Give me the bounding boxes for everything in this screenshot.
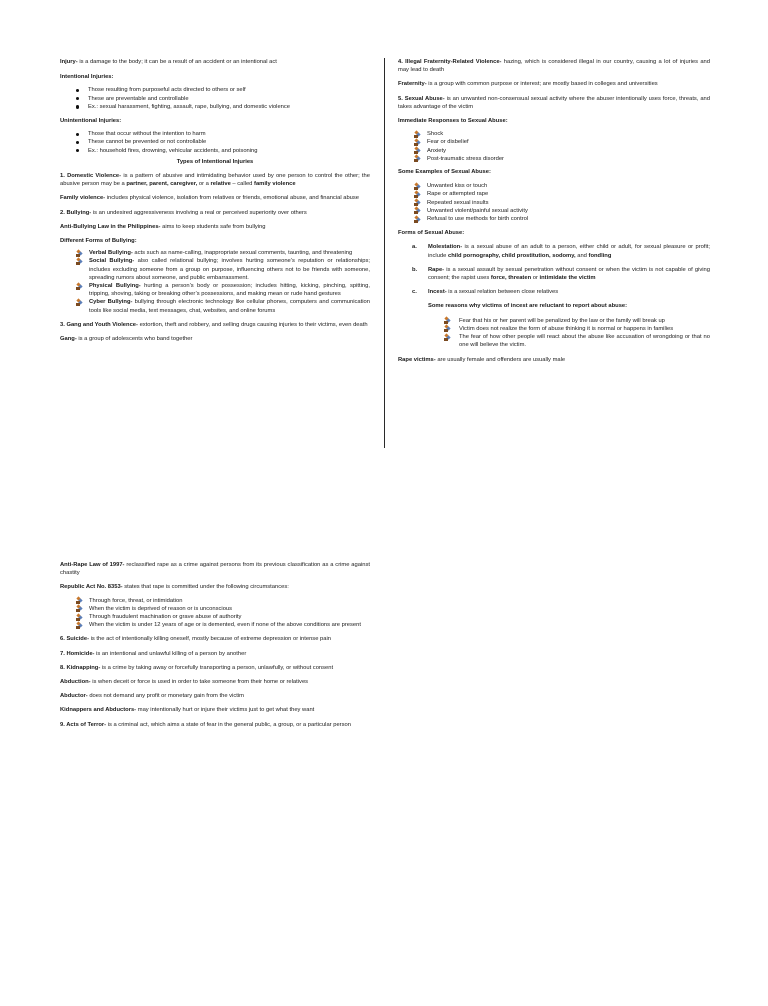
intentional-injuries-list	[60, 86, 370, 111]
sexual-abuse: 5. Sexual Abuse- is an unwanted non-consensual sexual activity where the abuser intentionally uses force, threats, and takes advantage of the victim	[398, 95, 710, 110]
bullet-icon	[76, 299, 83, 306]
right-column	[398, 58, 710, 365]
list-item: Post-traumatic stress disorder	[398, 155, 710, 163]
bullet-icon	[414, 139, 421, 146]
list-item: Repeated sexual insults	[398, 199, 710, 207]
bullet-icon	[414, 131, 421, 138]
bullet-icon	[414, 191, 421, 198]
list-item: When the victim is under 12 years of age or is demented, even if none of the above conditions are present	[60, 621, 370, 629]
bullet-icon	[76, 258, 83, 265]
anti-rape-law: Anti-Rape Law of 1997- reclassified rape as a crime against persons from its previous classification as a crime against chastity	[60, 562, 371, 577]
left-column-top	[60, 58, 370, 343]
bullet-icon	[414, 155, 421, 162]
unintentional-injuries-heading: Unintentional Injuries:	[60, 118, 122, 125]
forms-list	[398, 243, 710, 296]
bullet-icon	[76, 622, 83, 629]
list-item: Anxiety	[398, 147, 710, 155]
column-divider	[384, 58, 385, 448]
abduction: Abduction- is when deceit or force is used in order to take someone from their home or relatives	[60, 679, 309, 686]
bullying-forms-heading: Different Forms of Bullying:	[60, 238, 137, 245]
bullet-icon	[414, 199, 421, 206]
list-item: These cannot be prevented or not controllable	[60, 138, 370, 146]
bullet-icon	[444, 325, 451, 332]
gang-youth-violence: 3. Gang and Youth Violence- extortion, theft and robbery, and selling drugs causing injuries to their victims, even death	[60, 321, 368, 328]
list-item: Cyber Bullying- bullying through electronic technology like cellular phones, computers and communication tools like social media, text messages, chat, websites, and online forums	[60, 298, 370, 314]
bullet-icon	[76, 597, 83, 604]
list-item: Fear that his or her parent will be penalized by the law or the family will break up	[398, 317, 710, 325]
domestic-violence: 1. Domestic Violence- is a pattern of abusive and intimidating behavior used by one person to control the other; the abusive person may be a partner, parent, caregiver, or a relative – called family violence	[60, 173, 370, 188]
list-item: When the victim is deprived of reason or is unconscious	[60, 605, 370, 613]
fraternity-definition: Fraternity- is a group with common purpose or interest; are mostly based in colleges and universities	[398, 81, 658, 88]
list-item: Victim does not realize the form of abuse thinking it is normal or happens in families	[398, 325, 710, 333]
bullet-icon	[76, 283, 83, 290]
bullet-icon	[414, 216, 421, 223]
list-item: Social Bullying- also called relational bullying; involves hurting someone’s reputation or relationships; includes excluding someone from a group on purpose, influencing others not to be friends with someone, spreading rumors about someone, and public embarrassment.	[60, 257, 370, 282]
list-item: a. Molestation- is a sexual abuse of an adult to a person, either child or adult, for sexual pleasure or profit; include child pornography, child prostitution, sodomy, and fondling	[412, 244, 710, 259]
bullet-icon	[76, 614, 83, 621]
kidnapping: 8. Kidnapping- is a crime by taking away or forcefully transporting a person, unlawfully, or without consent	[60, 664, 334, 671]
types-heading: Types of Intentional Injuries	[176, 158, 254, 165]
injury-definition: Injury- is a damage to the body; it can be a result of an accident or an intentional act	[60, 59, 277, 65]
suicide: 6. Suicide- is the act of intentionally killing oneself, mostly because of extreme depression or intense pain	[60, 636, 331, 643]
bullet-icon	[444, 317, 451, 324]
list-item: Unwanted kiss or touch	[398, 182, 710, 190]
list-item: Physical Bullying- hurting a person’s body or possession; includes hitting, kicking, pinching, spitting, tripping, shoving, taking or breaking other’s possessions, and making mean or rude hand gestures	[60, 282, 370, 298]
bullet-icon	[414, 207, 421, 214]
list-item: c. Incest- is a sexual relation between close relatives	[412, 289, 559, 296]
bullet-icon	[414, 147, 421, 154]
republic-act-8353: Republic Act No. 8353- states that rape is committed under the following circumstances:	[60, 584, 289, 591]
list-item: Ex.: household fires, drowning, vehicular accidents, and poisoning	[60, 147, 370, 155]
unintentional-injuries-list	[60, 130, 370, 155]
list-item: Verbal Bullying- acts such as name-calling, inappropriate sexual comments, taunting, and threatening	[60, 249, 370, 257]
responses-heading: Immediate Responses to Sexual Abuse:	[398, 118, 508, 125]
term: Injury-	[60, 59, 78, 65]
anti-bullying-law: Anti-Bullying Law in the Philippines- aims to keep students safe from bullying	[60, 223, 266, 230]
family-violence: Family violence- includes physical violence, isolation from relatives or friends, emotional abuse, and financial abuse	[60, 195, 360, 202]
bullying-forms-list	[60, 249, 370, 315]
list-item: Refusal to use methods for birth control	[398, 215, 710, 223]
list-item: The fear of how other people will react about the abuse like accusation of wrongdoing or that no one will believe the victim.	[398, 333, 710, 349]
homicide: 7. Homicide- is an intentional and unlawful killing of a person by another	[60, 650, 247, 657]
list-item: Unwanted violent/painful sexual activity	[398, 207, 710, 215]
examples-heading: Some Examples of Sexual Abuse:	[398, 169, 491, 176]
fraternity-violence: 4. Illegal Fraternity-Related Violence- hazing, which is considered illegal in our country, causing a lot of injuries and may lead to death	[398, 59, 710, 74]
list-item: Those that occur without the intention to harm	[60, 130, 370, 138]
list-item: Fear or disbelief	[398, 138, 710, 146]
list-item: Through force, threat, or intimidation	[60, 597, 370, 605]
list-item: b. Rape- is a sexual assault by sexual penetration without consent or when the victim is not capable of giving consent; the rapist uses force, threaten or intimidate the victim	[412, 266, 710, 282]
circumstances-list	[60, 597, 370, 630]
examples-list	[398, 182, 710, 223]
intentional-injuries-heading: Intentional Injuries:	[60, 74, 114, 81]
reasons-heading: Some reasons why victims of incest are reluctant to report about abuse:	[428, 303, 628, 310]
list-item: Through fraudulent machination or grave abuse of authority	[60, 613, 370, 621]
forms-heading: Forms of Sexual Abuse:	[398, 230, 465, 237]
bullet-icon	[76, 605, 83, 612]
list-item: Rape or attempted rape	[398, 190, 710, 198]
bullet-icon	[76, 250, 83, 257]
gang-definition: Gang- is a group of adolescents who band together	[60, 336, 193, 343]
bullet-icon	[414, 183, 421, 190]
list-item: These are preventable and controllable	[60, 95, 370, 103]
list-item: Those resulting from purposeful acts directed to others or self	[60, 86, 370, 94]
abductor: Abductor- does not demand any profit or monetary gain from the victim	[60, 693, 244, 700]
kidnappers-abductors: Kidnappers and Abductors- may intentionally hurt or injure their victims just to get what they want	[60, 707, 315, 714]
bullying: 2. Bullying- is an undesired aggressiveness involving a real or perceived superiority over others	[60, 209, 307, 216]
bullet-icon	[444, 334, 451, 341]
responses-list	[398, 130, 710, 163]
reasons-list	[398, 317, 710, 350]
list-item: Ex.: sexual harassment, fighting, assault, rape, bullying, and domestic violence	[60, 103, 370, 111]
rape-victims: Rape victims- are usually female and offenders are usually male	[398, 357, 566, 364]
list-item: Shock	[398, 130, 710, 138]
left-column-bottom	[60, 561, 370, 729]
acts-of-terror: 9. Acts of Terror- is a criminal act, which aims a state of fear in the general public, a group, or a particular person	[60, 721, 351, 728]
